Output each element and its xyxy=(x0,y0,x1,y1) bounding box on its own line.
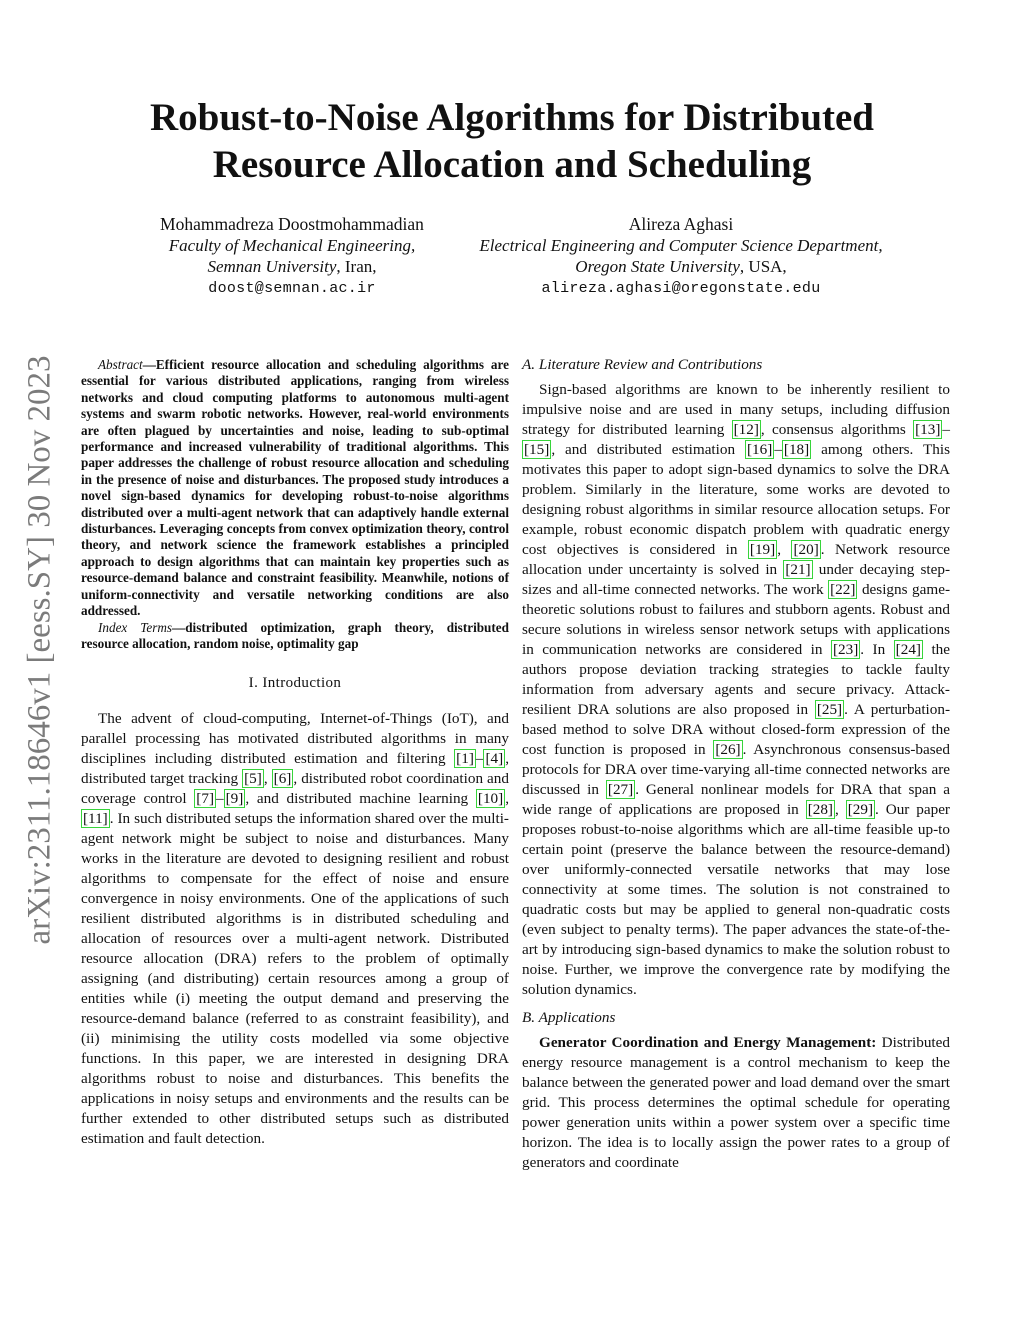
citation-link[interactable]: [25] xyxy=(816,701,843,718)
subsection-heading: A. Literature Review and Contributions xyxy=(522,356,763,373)
author-email: alireza.aghasi@oregonstate.edu xyxy=(541,280,821,297)
citation-link[interactable]: [7] xyxy=(196,790,215,808)
citation-link[interactable]: [13] xyxy=(915,421,941,438)
citation-link[interactable]: [4] xyxy=(485,750,504,768)
citation-link[interactable]: [16] xyxy=(747,441,773,458)
section-heading: I. Introduction xyxy=(248,675,342,692)
literature-paragraph: Sign-based algorithms are known to be inherently resilient to impulsive noise and are used in many setups, including diffusion strategy for distributed learning [12] , consensus algorithms [13] –[15] , and distributed estimation [16] – [18] among others. This motivates this paper to adopt sign-based dynamics to solve the DRA problem. Similarly in the literature, some works are devoted to designing robust algorithms in similar resource allocation setups. For example, robust economic dispatch problem with quadratic energy cost objectives is considered in [19] , [20] . Network resource allocation under uncertainty is solved in [21] under decaying step-sizes and all-time connected networks. The work [22] designs game-theoretic solutions robust to failures and stubborn agents. Robust and secure solutions in wireless sensor network setups with applications in communication networks are considered in [23] . In [24] the authors propose deviation tracking strategies to tackle faulty information from adversary agents and secure privacy. Attack-resilient DRA solutions are also proposed in [25] . A perturbation-based method to solve DRA without closed-form expression of the cost function is proposed in [26] . Asynchronous consensus-based protocols for DRA over time-varying all-time connected networks are discussed in [27] . General nonlinear models for DRA that span a wide range of applications are proposed in [28] , [29] . Our paper proposes robust-to-noise algorithms which are all-time feasible up-to certain point (preserve the balance between the resource-demand) over uniformly-connected versatile networks that may lose connectivity at some times. The solution is not constrained to quadratic costs but may be applied to general non-quadratic costs (even subject to penalty terms). The paper advances the state-of-the-art by introducing sign-based dynamics to make the solution robust to noise. Further, we improve the convergence rate by modifying the solution dynamics. xyxy=(522,381,951,998)
author-block-2 xyxy=(466,214,896,299)
paragraph-lead: Generator Coordination and Energy Management: xyxy=(539,1034,877,1051)
right-column xyxy=(522,355,950,1173)
author-affiliation: Faculty of Mechanical Engineering, xyxy=(168,236,416,255)
citation-link[interactable]: [12] xyxy=(733,421,759,438)
citation-link[interactable]: [18] xyxy=(783,441,810,458)
author-institution: Oregon State University, USA, xyxy=(575,257,787,276)
citation-link[interactable]: [28] xyxy=(807,801,833,818)
author-affiliation: Electrical Engineering and Computer Science Department, xyxy=(479,236,883,255)
subsection-heading: B. Applications xyxy=(522,1009,616,1026)
citation-link[interactable]: [21] xyxy=(785,561,811,578)
citation-link[interactable]: [29] xyxy=(847,801,874,818)
citation-link[interactable]: [20] xyxy=(793,541,819,558)
intro-paragraph: The advent of cloud-computing, Internet-of-Things (IoT), and parallel processing has motivated distributed algorithms in many disciplines including distributed estimation and filtering [1] – [4] , distributed target tracking [5] , [6] , distributed robot coordination and coverage control [7] – [9] , and distributed machine learning [10] , [11] . In such distributed setups the information shared over the multi-agent network might be subject to noise and disturbances. Many works in the literature are devoted to designing resilient and robust algorithms to compensate for the effect of noise and ensure convergence in noisy environments. One of the applications of such resilient distributed algorithms is in distributed scheduling and allocation of resources over a multi-agent network. Distributed resource allocation (DRA) refers to the problem of optimally assigning (and distributing) certain resources among a group of entities while (i) meeting the output demand and preserving the resource-demand balance (referred to as constraint feasibility), and (ii) minimising the utility costs modelled via some objective functions. In this paper, we are interested in designing DRA algorithms robust to noise and disturbances. This benefits the applications in noisy setups and environments and the results can be further extended to other distributed setups such as distributed estimation and fault detection. xyxy=(81,710,509,1148)
author-email: doost@semnan.ac.ir xyxy=(208,280,376,297)
citation-link[interactable]: [11] xyxy=(83,810,108,828)
arxiv-stamp xyxy=(20,340,60,960)
citation-link[interactable]: [9] xyxy=(225,790,244,808)
citation-link[interactable]: [27] xyxy=(607,781,634,798)
citation-link[interactable]: [19] xyxy=(749,541,776,558)
author-block-1 xyxy=(112,214,472,299)
citation-link[interactable]: [23] xyxy=(832,641,859,658)
citation-link[interactable]: [6] xyxy=(273,770,292,788)
arxiv-id: arXiv:2311.18646v1 [eess.SY] 30 Nov 2023 xyxy=(21,355,58,945)
title-line-1: Robust-to-Noise Algorithms for Distributed xyxy=(149,96,874,139)
abstract: Abstract—Efficient resource allocation and scheduling algorithms are essential for various distributed applications, ranging from wireless networks and cloud computing platforms to autonomous multi-agent systems and swarm robotic networks. However, real-world environments are often plagued by uncertainties and noise, leading to sub-optimal performance and increased vulnerability of traditional algorithms. This paper addresses the challenge of robust resource allocation and scheduling in the presence of noise and disturbances. The proposed study introduces a novel sign-based dynamics for developing robust-to-noise algorithms distributed over a multi-agent network that can adaptively handle external disturbances. Leveraging concepts from convex optimization theory, control theory, and network science the framework establishes a principled approach to design algorithms that can maintain key properties such as resource-demand balance and constraint feasibility. Meanwhile, notions of uniform-connectivity and versatile networking conditions are also addressed. xyxy=(81,357,509,619)
citation-link[interactable]: [1] xyxy=(456,750,474,768)
citation-link[interactable]: [26] xyxy=(715,741,741,758)
index-terms: Index Terms—distributed optimization, graph theory, distributed resource allocation, random noise, optimality gap xyxy=(81,619,509,651)
citation-link[interactable]: [10] xyxy=(477,790,504,808)
paper-title xyxy=(0,94,1024,188)
author-name: Alireza Aghasi xyxy=(628,214,734,234)
left-column xyxy=(81,357,509,1149)
title-line-2: Resource Allocation and Scheduling xyxy=(212,143,812,186)
citation-link[interactable]: [22] xyxy=(830,581,856,598)
applications-paragraph: Generator Coordination and Energy Management: Distributed energy resource management is a control mechanism to keep the balance between the generated power and load demand over the smart grid. This process determines the optimal schedule for operating power generation units within a power system over a specific time horizon. The idea is to locally assign the power rates to a group of generators and coordinate xyxy=(522,1034,950,1171)
citation-link[interactable]: [15] xyxy=(524,441,550,458)
citation-link[interactable]: [24] xyxy=(895,641,921,658)
author-institution: Semnan University, Iran, xyxy=(207,257,377,276)
citation-link[interactable]: [5] xyxy=(244,770,262,788)
author-name: Mohammadreza Doostmohammadian xyxy=(160,214,424,234)
